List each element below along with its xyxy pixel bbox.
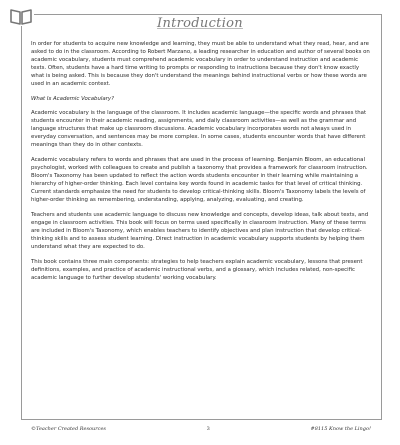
page-title: Introduction bbox=[157, 16, 243, 31]
section-heading: What Is Academic Vocabulary? bbox=[31, 96, 114, 102]
usage-paragraph: Teachers and students use academic language to discuss new knowledge and concepts, develop ideas, talk about texts, and engage in classroom activities. This book will focus on terms used specifically in classroom instruction. Many of these terms are included in Bloom's Taxonomy, which enables teachers to identify objectives and plan instruction that develop critical-thinking skills and to assess student learning. Direct instruction in academic vocabulary supports students by helping them understand what they are expected to do. bbox=[31, 212, 369, 250]
body-text bbox=[31, 40, 371, 289]
footer-page-number: 3 bbox=[206, 426, 210, 432]
page-footer bbox=[31, 426, 371, 432]
definition-paragraph: Academic vocabulary is the language of the classroom. It includes academic language—the specific words and phrases that students encounter in their academic reading, assignments, and daily classroom activities—as well as the grammar and language structures that make up classroom discussions. Academic vocabulary incorporates words not always used in everyday conversation, and sentences may be more complex. In some cases, students encounter words that have different meanings than they do in other contexts. bbox=[31, 110, 367, 148]
intro-paragraph: In order for students to acquire new knowledge and learning, they must be able to understand what they read, hear, and are asked to do in the classroom. According to Robert Marzano, a leading researcher in education and author of several books on academic vocabulary, students must comprehend academic vocabulary in order to understand instruction and academic texts. Often, students have a hard time writing to prompts or responding to instructions because they don't know exactly what is being asked. This is because they don't understand the meanings behind instructional verbs or how these words are used in an academic context. bbox=[31, 41, 370, 87]
components-paragraph: This book contains three main components: strategies to help teachers explain academic vocabulary, lessons that present definitions, examples, and practice of academic instructional verbs, and a glossary, which includes related, non-specific academic language to further develop students' working vocabulary. bbox=[31, 259, 363, 281]
bloom-paragraph: Academic vocabulary refers to words and phrases that are used in the process of learning. Benjamin Bloom, an educational psychologist, worked with colleagues to create and publish a taxonomy that provides a framework for classroom instruction. Bloom's Taxonomy has been updated to reflect the action words students encounter in their learning while maintaining a hierarchy of higher-order thinking. Each level contains key words found in academic tasks for that level of critical thinking. Current standards emphasize the need for students to develop critical-thinking skills. Bloom's Taxonomy labels the levels of higher-order thinking as remembering, understanding, applying, analyzing, evaluating, and creating. bbox=[31, 157, 368, 203]
footer-publisher: ©Teacher Created Resources bbox=[31, 426, 106, 432]
footer-book-title: #8115 Know the Lingo! bbox=[310, 426, 371, 432]
